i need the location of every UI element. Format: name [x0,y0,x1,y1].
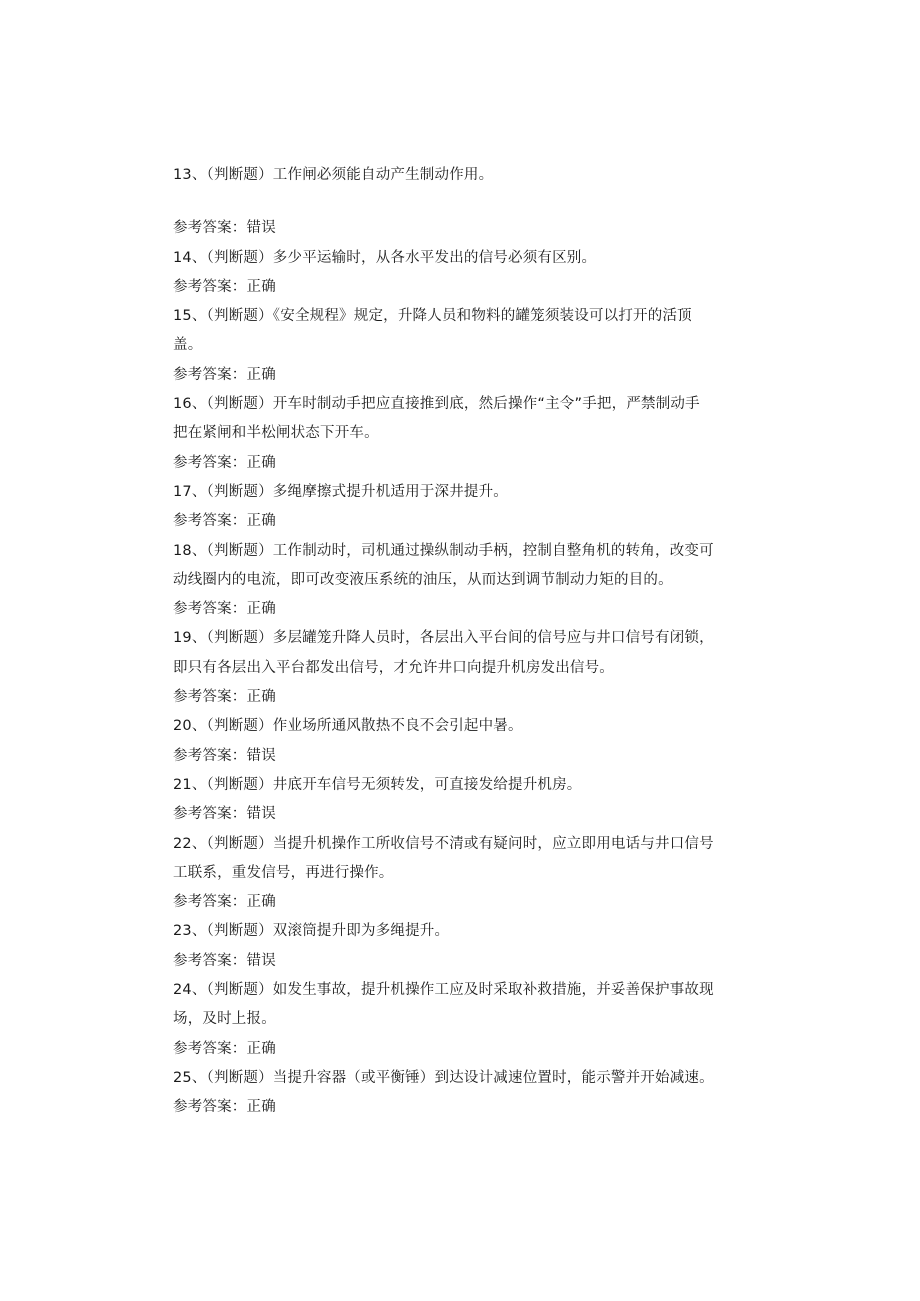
question-text: 22、（判断题）当提升机操作工所收信号不清或有疑问时，应立即用电话与井口信号 [173,835,714,852]
question-text: 13、（判断题）工作闸必须能自动产生制动作用。 [173,167,494,183]
answer-text: 参考答案：正确 [173,513,276,530]
question-text-continued: 场，及时上报。 [173,1011,276,1028]
question-item-22 [173,830,753,918]
answer-text: 参考答案：正确 [173,454,276,471]
question-item-17 [173,478,753,537]
answer-text: 参考答案：正确 [173,894,276,911]
question-item-20 [173,712,753,771]
question-text: 24、（判断题）如发生事故，提升机操作工应及时采取补救措施，并妥善保护事故现 [173,982,714,999]
answer-text: 参考答案：错误 [173,806,276,823]
question-text: 18、（判断题）工作制动时，司机通过操纵制动手柄，控制自整角机的转角，改变可 [173,542,714,559]
question-text: 21、（判断题）井底开车信号无须转发，可直接发给提升机房。 [173,776,582,793]
question-item-23 [173,917,753,976]
question-item-14 [173,244,753,303]
question-text-continued: 盖。 [173,337,203,354]
question-item-15 [173,302,753,390]
question-item-19 [173,624,753,712]
question-item-25 [173,1064,753,1123]
question-item-18 [173,537,753,625]
question-text: 25、（判断题）当提升容器（或平衡锤）到达设计减速位置时，能示警并开始减速。 [173,1069,714,1086]
answer-text: 参考答案：正确 [173,366,276,383]
question-item-16 [173,390,753,478]
answer-text: 参考答案：错误 [173,747,276,764]
answer-text: 参考答案：错误 [173,952,276,969]
answer-text: 参考答案：正确 [173,1040,276,1057]
question-item-21 [173,771,753,830]
question-text: 19、（判断题）多层罐笼升降人员时，各层出入平台间的信号应与井口信号有闭锁， [173,630,714,647]
answer-text: 参考答案：正确 [173,278,276,295]
answer-text: 参考答案：正确 [173,689,276,706]
question-text: 23、（判断题）双滚筒提升即为多绳提升。 [173,923,450,940]
question-text: 20、（判断题）作业场所通风散热不良不会引起中暑。 [173,718,523,735]
question-text-continued: 动线圈内的电流，即可改变液压系统的油压，从而达到调节制动力矩的目的。 [173,571,673,588]
question-text: 16、（判断题）开车时制动手把应直接推到底，然后操作“主令”手把，严禁制动手 [173,396,700,413]
question-list [173,161,753,1123]
answer-text: 参考答案：错误 [173,220,276,237]
question-text-continued: 工联系，重发信号，再进行操作。 [173,864,394,881]
question-text: 14、（判断题）多少平运输时，从各水平发出的信号必须有区别。 [173,249,597,266]
question-item-24 [173,976,753,1064]
question-text: 17、（判断题）多绳摩擦式提升机适用于深井提升。 [173,483,508,500]
question-text: 15、（判断题）《安全规程》规定，升降人员和物料的罐笼须装设可以打开的活顶 [173,308,692,325]
question-text-continued: 把在紧闸和半松闸状态下开车。 [173,425,379,442]
question-item-13 [173,161,753,244]
answer-text: 参考答案：正确 [173,601,276,618]
question-text-continued: 即只有各层出入平台都发出信号，才允许井口向提升机房发出信号。 [173,659,614,676]
answer-text: 参考答案：正确 [173,1099,276,1116]
